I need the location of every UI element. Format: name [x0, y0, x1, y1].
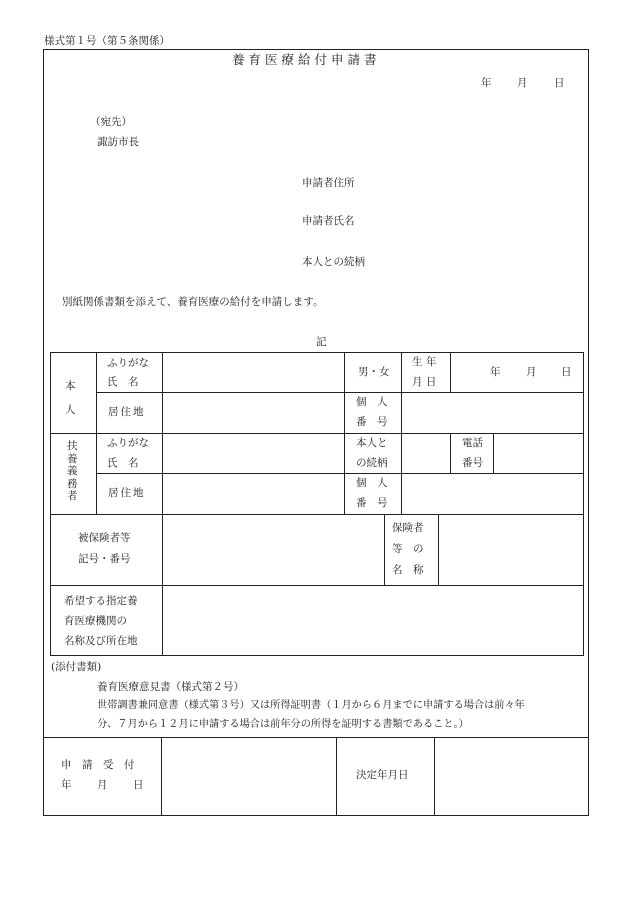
birth-month-label: 月 — [526, 366, 537, 378]
person-number-label-2: 番 号 — [356, 416, 388, 428]
insured-label-1: 被保険者等 — [78, 532, 131, 544]
col-line-mid2 — [401, 352, 402, 514]
footer-col-1 — [161, 737, 162, 816]
phone-label-1: 電話 — [462, 437, 483, 449]
receipt-label: 申 請 受 付 — [61, 759, 135, 771]
person-number-label-1: 個 人 — [356, 396, 388, 408]
receipt-year-label: 年 — [61, 779, 72, 791]
person-label: 本人 — [65, 380, 76, 416]
person-furigana-label: ふりがな — [107, 357, 149, 369]
clinic-label-3: 名称及び所在地 — [64, 635, 138, 647]
guardian-number-label-1: 個 人 — [356, 477, 388, 489]
col-line-phone-right — [493, 433, 494, 474]
birth-year-label: 年 — [490, 366, 501, 378]
guardian-furigana-label: ふりがな — [107, 437, 149, 449]
birth-label-1: 生 年 — [412, 356, 437, 368]
guardian-label: 扶養義務者 — [67, 440, 78, 502]
insured-label-2: 記号・番号 — [78, 553, 131, 565]
footer-divider — [43, 737, 589, 738]
addressee-name: 諏訪市長 — [97, 136, 139, 148]
attachments-heading: (添付書類) — [51, 661, 102, 673]
addressee-label: （宛先） — [90, 116, 132, 128]
col-line-mid — [344, 352, 345, 514]
row-divider-person-inner — [96, 392, 584, 393]
form-number: 様式第１号（第５条関係） — [44, 35, 170, 47]
col-line-insurer-right — [438, 514, 439, 585]
relation-label-1: 本人と — [356, 437, 388, 449]
receipt-month-label: 月 — [97, 779, 108, 791]
attachment-item-2-line2: 分、７月から１２月に申請する場合は前年分の所得を証明する書類であること。） — [97, 719, 469, 730]
insurer-label-1: 保険者 — [392, 522, 424, 534]
birth-day-label: 日 — [561, 366, 572, 378]
receipt-day-label: 日 — [133, 779, 144, 791]
insurer-label-3: 名 称 — [392, 564, 424, 576]
footer-col-2 — [336, 737, 337, 816]
insurer-label-2: 等 の — [392, 543, 424, 555]
applicant-relation-label: 本人との続柄 — [302, 256, 365, 268]
col-line-phone-left — [450, 433, 451, 474]
statement: 別紙関係書類を添えて、養育医療の給付を申請します。 — [62, 296, 324, 308]
guardian-number-label-2: 番 号 — [356, 497, 388, 509]
col-line-birth — [450, 352, 451, 393]
ki-label: 記 — [316, 336, 327, 348]
row-divider-guardian-insured — [50, 514, 584, 515]
birth-label-2: 月 日 — [412, 376, 437, 388]
attachment-item-2-line1: 世帯調書兼同意書（様式第３号）又は所得証明書（１月から６月までに申請する場合は前々年 — [97, 700, 525, 711]
date-day-label: 日 — [554, 77, 565, 89]
form-title: 養育医療給付申請書 — [232, 52, 381, 67]
guardian-name-label: 氏 名 — [107, 457, 139, 469]
relation-label-2: の続柄 — [356, 457, 388, 469]
gender-label: 男・女 — [358, 366, 390, 378]
phone-label-2: 番号 — [462, 457, 483, 469]
person-residence-label: 居住地 — [108, 406, 146, 418]
col-line-group — [96, 352, 97, 514]
person-name-label: 氏 名 — [107, 376, 139, 388]
col-line-insurer-left — [384, 514, 385, 585]
row-divider-person-guardian — [50, 433, 584, 434]
footer-col-3 — [434, 737, 435, 816]
date-year-label: 年 — [481, 77, 492, 89]
clinic-label-2: 育医療機関の — [64, 615, 127, 627]
applicant-name-label: 申請者氏名 — [302, 215, 355, 227]
applicant-address-label: 申請者住所 — [302, 177, 355, 189]
date-month-label: 月 — [517, 77, 528, 89]
details-table — [50, 352, 584, 656]
attachment-item-1: 養育医療意見書（様式第２号） — [97, 681, 244, 693]
row-divider-insured-clinic — [50, 585, 584, 586]
clinic-label-1: 希望する指定養 — [64, 595, 138, 607]
row-divider-guardian-inner — [96, 473, 584, 474]
decision-date-label: 決定年月日 — [356, 769, 409, 781]
guardian-residence-label: 居住地 — [108, 487, 146, 499]
col-line-label — [162, 352, 163, 656]
